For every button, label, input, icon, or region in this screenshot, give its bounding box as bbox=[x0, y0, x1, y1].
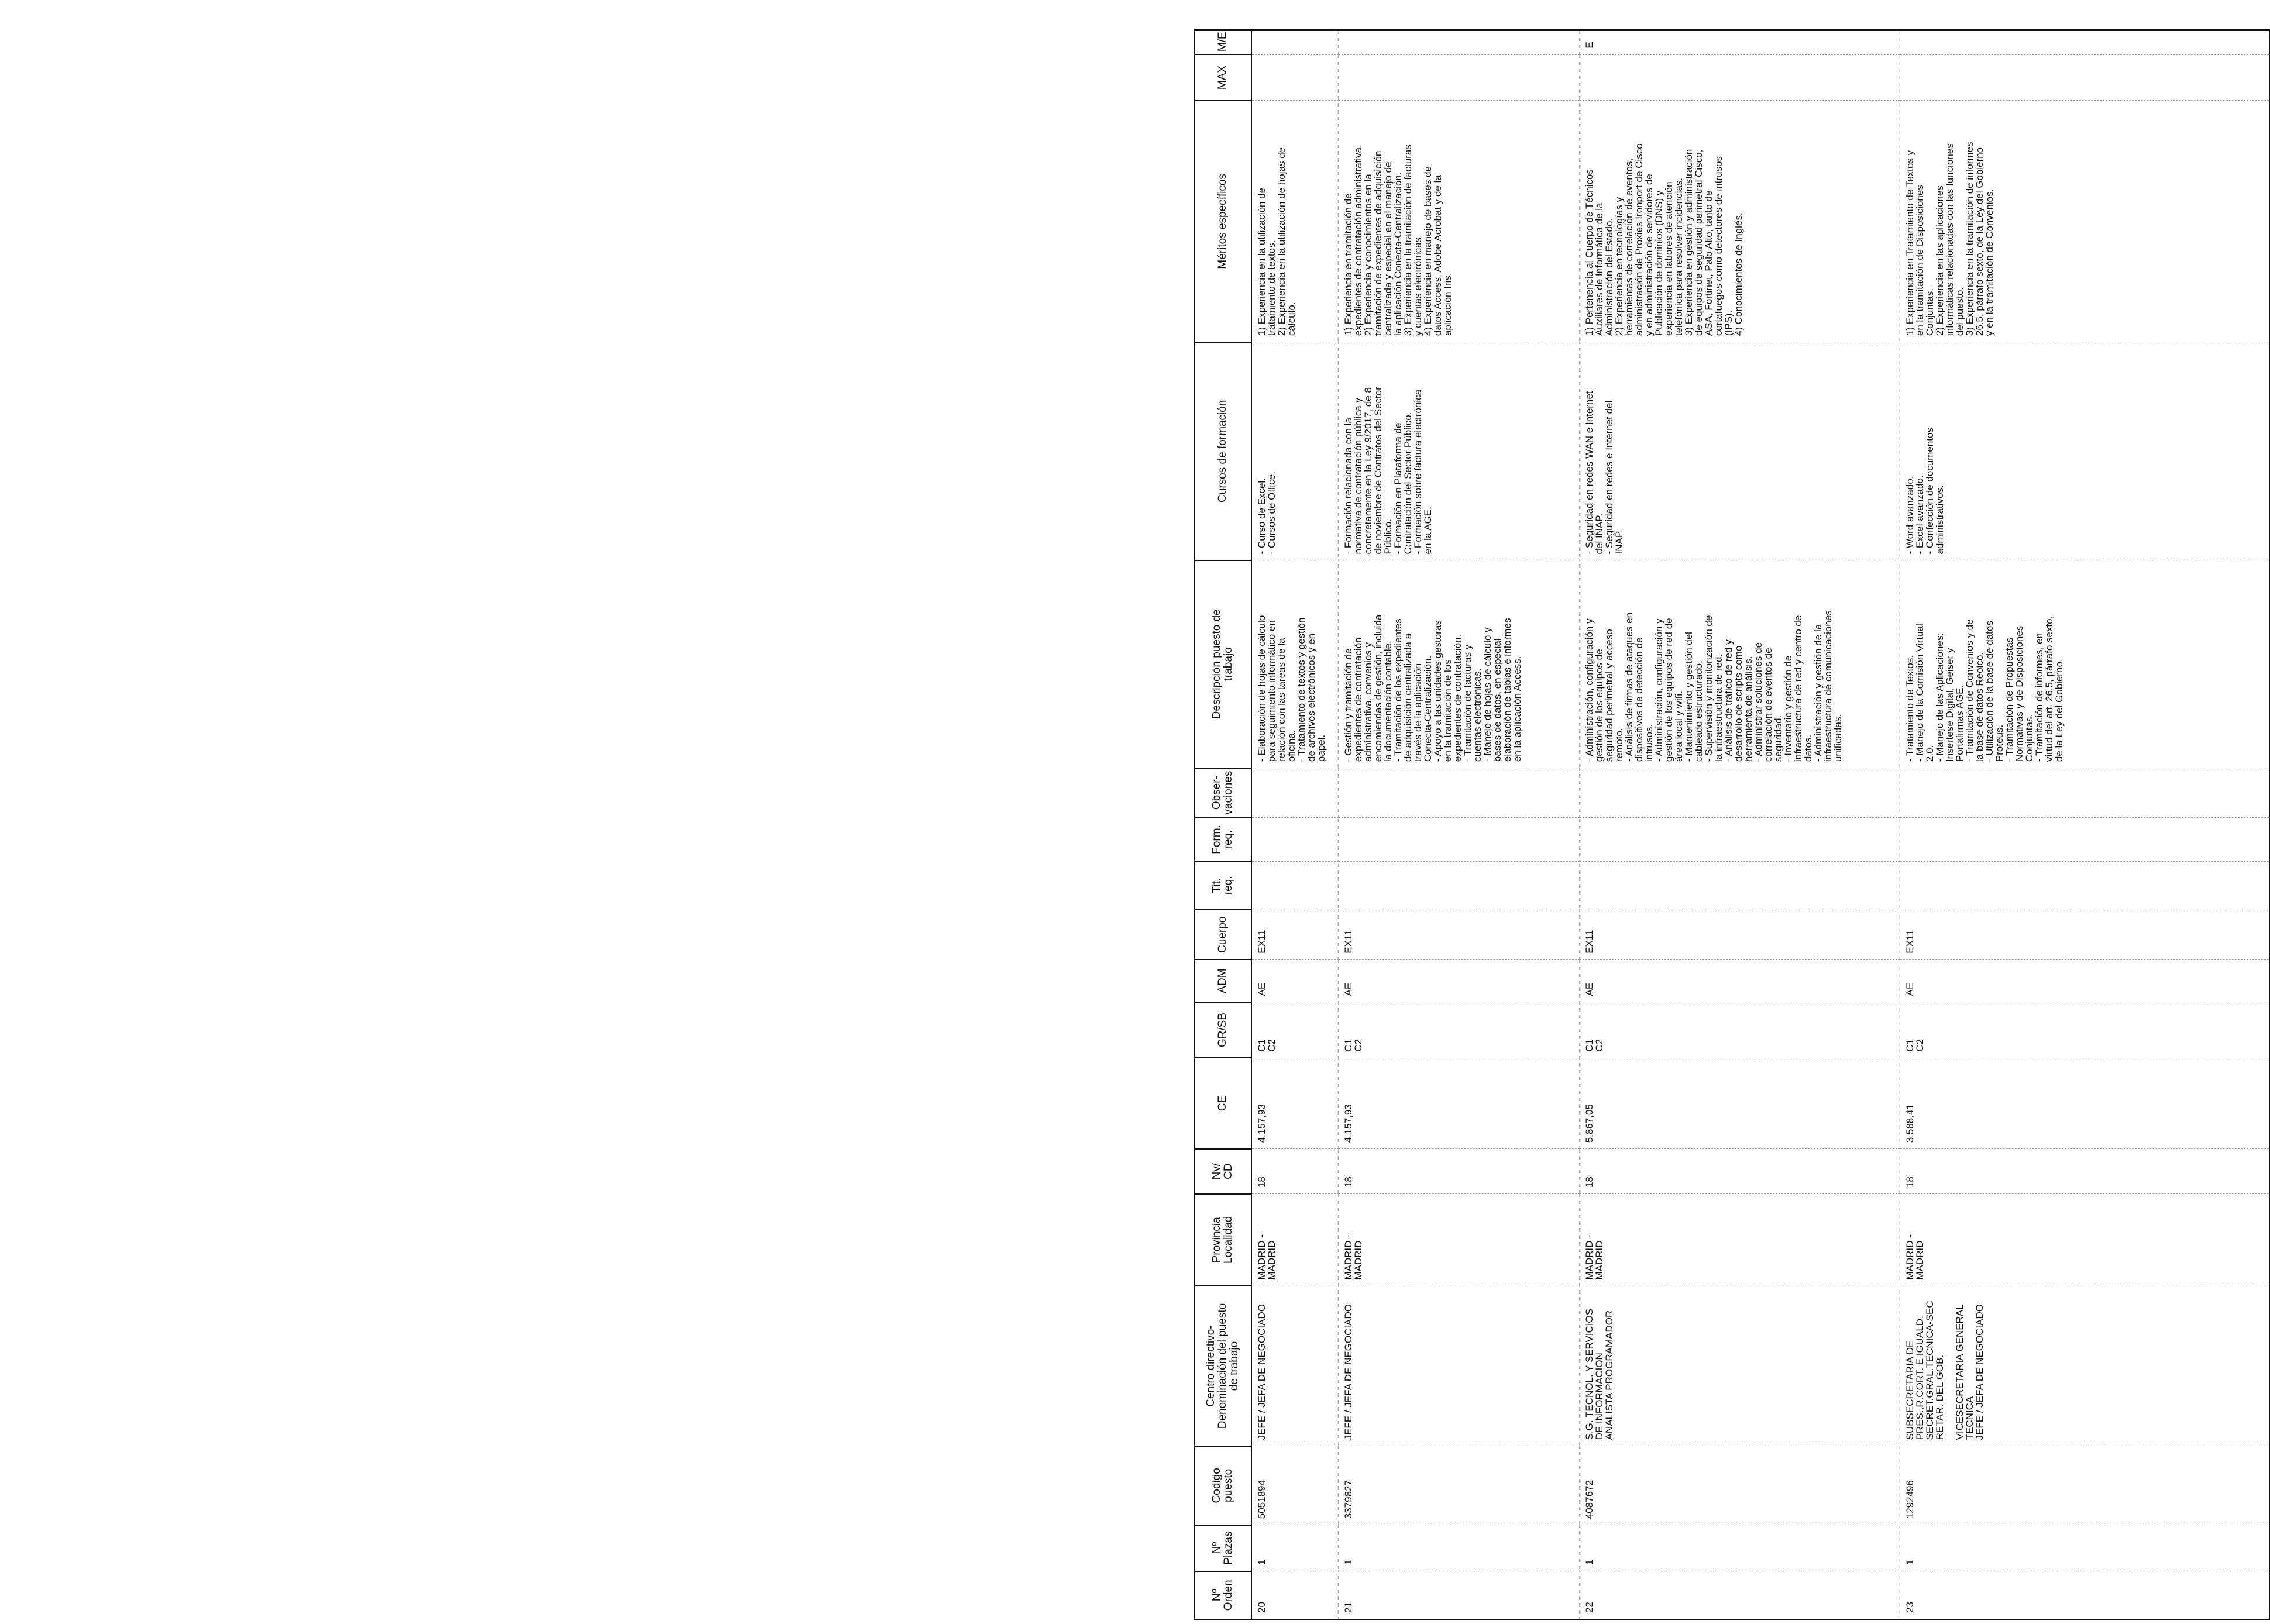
table-row bbox=[1251, 30, 1338, 1620]
cell-provincia: MADRID - MADRID bbox=[1251, 1194, 1338, 1286]
cell-grupo: C1 C2 bbox=[1251, 1002, 1338, 1058]
cell-obs bbox=[1338, 768, 1579, 818]
cell-cuerpo: EX11 bbox=[1338, 910, 1579, 959]
cell-cursos: - Curso de Excel. - Cursos de Office. bbox=[1251, 342, 1338, 560]
cell-adm: AE bbox=[1579, 959, 1900, 1002]
cell-centro bbox=[1900, 1286, 2269, 1446]
header-max: MAX bbox=[1194, 54, 1251, 101]
header-cuerpo: Cuerpo bbox=[1194, 910, 1251, 959]
cell-max bbox=[1338, 54, 1579, 101]
cell-max bbox=[1251, 54, 1338, 101]
cell-ce: 5.867,05 bbox=[1579, 1058, 1900, 1149]
header-plazas: Nº Plazas bbox=[1194, 1525, 1251, 1571]
header-meritos: Méritos específicos bbox=[1194, 101, 1251, 342]
cell-meritos: 1) Pertenencia al Cuerpo de Técnicos Auxiliares de Informática de la Administración del Estado. 2) Experiencia en tecnologías y herramientas de correlación de eventos, administración de Proxies Ironport de Cisco y en administración de servidores de Publicación de dominios (DNS) y experiencia en labores de atención telefónica para resolver incidencias. 3) Experiencia en gestión y administración de equipos de seguridad perimetral Cisco, ASA, Fortinet, Palo Alto, tanto de cortafuegos como detectores de intrusos (IPS). 4) Conocimientos de Inglés. bbox=[1579, 101, 1900, 342]
header-descripcion: Descripción puesto de trabajo bbox=[1194, 560, 1251, 768]
cell-cuerpo: EX11 bbox=[1900, 910, 2269, 959]
cell-adm: AE bbox=[1900, 959, 2269, 1002]
cell-nivel: 18 bbox=[1251, 1149, 1338, 1194]
cell-ce: 4.157,93 bbox=[1251, 1058, 1338, 1149]
cell-plazas: 1 bbox=[1251, 1525, 1338, 1571]
cell-grupo: C1 C2 bbox=[1900, 1002, 2269, 1058]
cell-descripcion: - Tratamiento de Textos. - Manejo de la Comisión Virtual 2.0. - Manejo de las Aplicaciones: Insertese Digital, Geiser y Portafirmas AGE. - Tramitación de Convenios y de la base de datos Reoico. - Utilización de la base de datos Proteus. - Tramitación de Propuestas Normativas y de Disposiciones Conjuntas. - Tramitación de informes, en virtud del art. 26.5, párrafo sexto, de la Ley del Gobierno. bbox=[1900, 560, 2269, 768]
cell-obs bbox=[1579, 768, 1900, 818]
cell-plazas: 1 bbox=[1579, 1525, 1900, 1571]
cell-ce: 3.588,41 bbox=[1900, 1058, 2269, 1149]
table-row bbox=[1900, 30, 2269, 1620]
header-adm: ADM bbox=[1194, 959, 1251, 1002]
cell-nivel: 18 bbox=[1579, 1149, 1900, 1194]
cell-tit bbox=[1338, 861, 1579, 910]
cell-centro: JEFE / JEFA DE NEGOCIADO bbox=[1338, 1286, 1579, 1446]
cell-grupo: C1 C2 bbox=[1338, 1002, 1579, 1058]
cell-form bbox=[1579, 818, 1900, 862]
cell-obs bbox=[1251, 768, 1338, 818]
cell-nivel: 18 bbox=[1900, 1149, 2269, 1194]
puesto-denominacion: JEFE / JEFA DE NEGOCIADO bbox=[1973, 1304, 1985, 1440]
cell-centro: JEFE / JEFA DE NEGOCIADO bbox=[1251, 1286, 1338, 1446]
cell-me bbox=[1251, 30, 1338, 55]
cell-nivel: 18 bbox=[1338, 1149, 1579, 1194]
cell-centro bbox=[1579, 1286, 1900, 1446]
cell-me bbox=[1338, 30, 1579, 55]
cell-tit bbox=[1251, 861, 1338, 910]
cell-me: E bbox=[1579, 30, 1900, 55]
cell-provincia: MADRID - MADRID bbox=[1579, 1194, 1900, 1286]
cell-plazas: 1 bbox=[1900, 1525, 2269, 1571]
header-grupo: GR/SB bbox=[1194, 1002, 1251, 1058]
cell-orden: 22 bbox=[1579, 1571, 1900, 1620]
cell-provincia: MADRID - MADRID bbox=[1900, 1194, 2269, 1286]
cell-tit bbox=[1900, 861, 2269, 910]
cell-provincia: MADRID - MADRID bbox=[1338, 1194, 1579, 1286]
cell-descripcion: - Administración, configuración y gestión de los equipos de seguridad perimetral y acceso remoto. - Análisis de firmas de ataques en dispositivos de detección de intrusos. - Administración, configuración y gestión de los equipos de red de área local y wifi. - Mantenimiento y gestión del cableado estructurado. - Supervisión y monitorización de la infraestructura de red. - Análisis de tráfico de red y desarrollo de scripts como herramienta de análisis. - Administrar soluciones de correlación de eventos de seguridad. - Inventario y gestión de infraestructura de red y centro de datos. - Administración y gestión de la infraestructura de comunicaciones unificadas. bbox=[1579, 560, 1900, 768]
cell-meritos: 1) Experiencia en la utilización de tratamiento de textos. 2) Experiencia en la utilización de hojas de cálculo. bbox=[1251, 101, 1338, 342]
cell-form bbox=[1338, 818, 1579, 862]
cell-form bbox=[1900, 818, 2269, 862]
cell-meritos: 1) Experiencia en Tratamiento de Textos y en la tramitación de Disposiciones Conjuntas. 2) Experiencia en las aplicaciones informáticas relacionadas con las funciones del puesto. 3) Experiencia en la tramitación de informes 26.5, párrafo sexto, de la Ley del Gobierno y en la tramitación de Convenios. bbox=[1900, 101, 2269, 342]
cell-cuerpo: EX11 bbox=[1251, 910, 1338, 959]
cell-plazas: 1 bbox=[1338, 1525, 1579, 1571]
cell-grupo: C1 C2 bbox=[1579, 1002, 1900, 1058]
cell-codigo: 5051894 bbox=[1251, 1446, 1338, 1525]
cell-codigo: 4087672 bbox=[1579, 1446, 1900, 1525]
cell-meritos: 1) Experiencia en tramitación de expedientes de contratación administrativa. 2) Experiencia y conocimientos en la tramitación de expedientes de adquisición centralizada y especial en el manejo de la aplicación Conecta-Centralización. 3) Experiencia en la tramitación de facturas y cuentas electrónicas. 4) Experiencia en manejo de bases de datos Access, Adobe Acrobat y de la aplicación Iris. bbox=[1338, 101, 1579, 342]
header-nivel: Nv/ CD bbox=[1194, 1149, 1251, 1194]
header-row bbox=[1194, 30, 1251, 1620]
header-me: M/E bbox=[1194, 30, 1251, 55]
cell-codigo: 3379827 bbox=[1338, 1446, 1579, 1525]
cell-obs bbox=[1900, 768, 2269, 818]
table-row bbox=[1338, 30, 1579, 1620]
header-provincia: Provincia Localidad bbox=[1194, 1194, 1251, 1286]
cell-cursos: - Seguridad en redes WAN e Internet del INAP. - Seguridad en redes e Internet del INAP. bbox=[1579, 342, 1900, 560]
cell-descripcion: - Elaboración de hojas de cálculo para seguimiento informático en relación con las tareas de la oficina. - Tratamiento de textos y gestión de archivos electrónicos y en papel. bbox=[1251, 560, 1338, 768]
cell-adm: AE bbox=[1251, 959, 1338, 1002]
header-form: Form. req. bbox=[1194, 818, 1251, 862]
header-centro: Centro directivo- Denominación del puesto de trabajo bbox=[1194, 1286, 1251, 1446]
rotated-page bbox=[1194, 29, 2270, 1620]
centro-directivo: S.G. TECNOL. Y SERVICIOS DE INFORMACION bbox=[1583, 1308, 1605, 1440]
cell-ce: 4.157,93 bbox=[1338, 1058, 1579, 1149]
cell-me bbox=[1900, 30, 2269, 55]
header-orden: Nº Orden bbox=[1194, 1571, 1251, 1620]
header-tit: Tit. req. bbox=[1194, 861, 1251, 910]
cell-orden: 21 bbox=[1338, 1571, 1579, 1620]
cell-cuerpo: EX11 bbox=[1579, 910, 1900, 959]
cell-orden: 23 bbox=[1900, 1571, 2269, 1620]
cell-max bbox=[1579, 54, 1900, 101]
cell-form bbox=[1251, 818, 1338, 862]
cell-tit bbox=[1579, 861, 1900, 910]
table-row bbox=[1579, 30, 1900, 1620]
cell-adm: AE bbox=[1338, 959, 1579, 1002]
cell-descripcion: - Gestión y tramitación de expedientes de contratación administrativa, convenios y encomiendas de gestión, incluida la documentación contable. - Tramitación de los expedientes de adquisición centralizada a través de la aplicación Conecta-Centralización. - Apoyo a las unidades gestoras en la tramitación de los expedientes de contratación. - Tramitación de facturas y cuentas electrónicas. - Manejo de hojas de cálculo y bases de datos, en especial elaboración de tablas e informes en la aplicación Access. bbox=[1338, 560, 1579, 768]
cell-codigo: 1292496 bbox=[1900, 1446, 2269, 1525]
header-codigo: Codigo puesto bbox=[1194, 1446, 1251, 1525]
cell-orden: 20 bbox=[1251, 1571, 1338, 1620]
cell-max bbox=[1900, 54, 2269, 101]
positions-table bbox=[1194, 29, 2270, 1620]
cell-cursos: - Word avanzado. - Excel avanzado. - Confección de documentos administrativos. bbox=[1900, 342, 2269, 560]
header-obs: Obser- vaciones bbox=[1194, 768, 1251, 818]
header-ce: CE bbox=[1194, 1058, 1251, 1149]
centro-directivo: SUBSECRETARIA DE PRES.,R.CORT. E IGUALD. SECRET.GRAL.TECNICA-SEC RETAR. DEL GOB. VICESECRETARIA GENERAL TECNICA bbox=[1904, 1300, 1975, 1440]
puesto-denominacion: ANALISTA PROGRAMADOR bbox=[1603, 1310, 1615, 1440]
header-cursos: Cursos de formación bbox=[1194, 342, 1251, 560]
cell-cursos: - Formación relacionada con la normativa de contratación pública y concretamente en la Ley 9/2017, de 8 de noviembre de Contratos del Sector Público. - Formación en Plataforma de Contratación del Sector Público. - Formación sobre factura electrónica en la AGE. bbox=[1338, 342, 1579, 560]
